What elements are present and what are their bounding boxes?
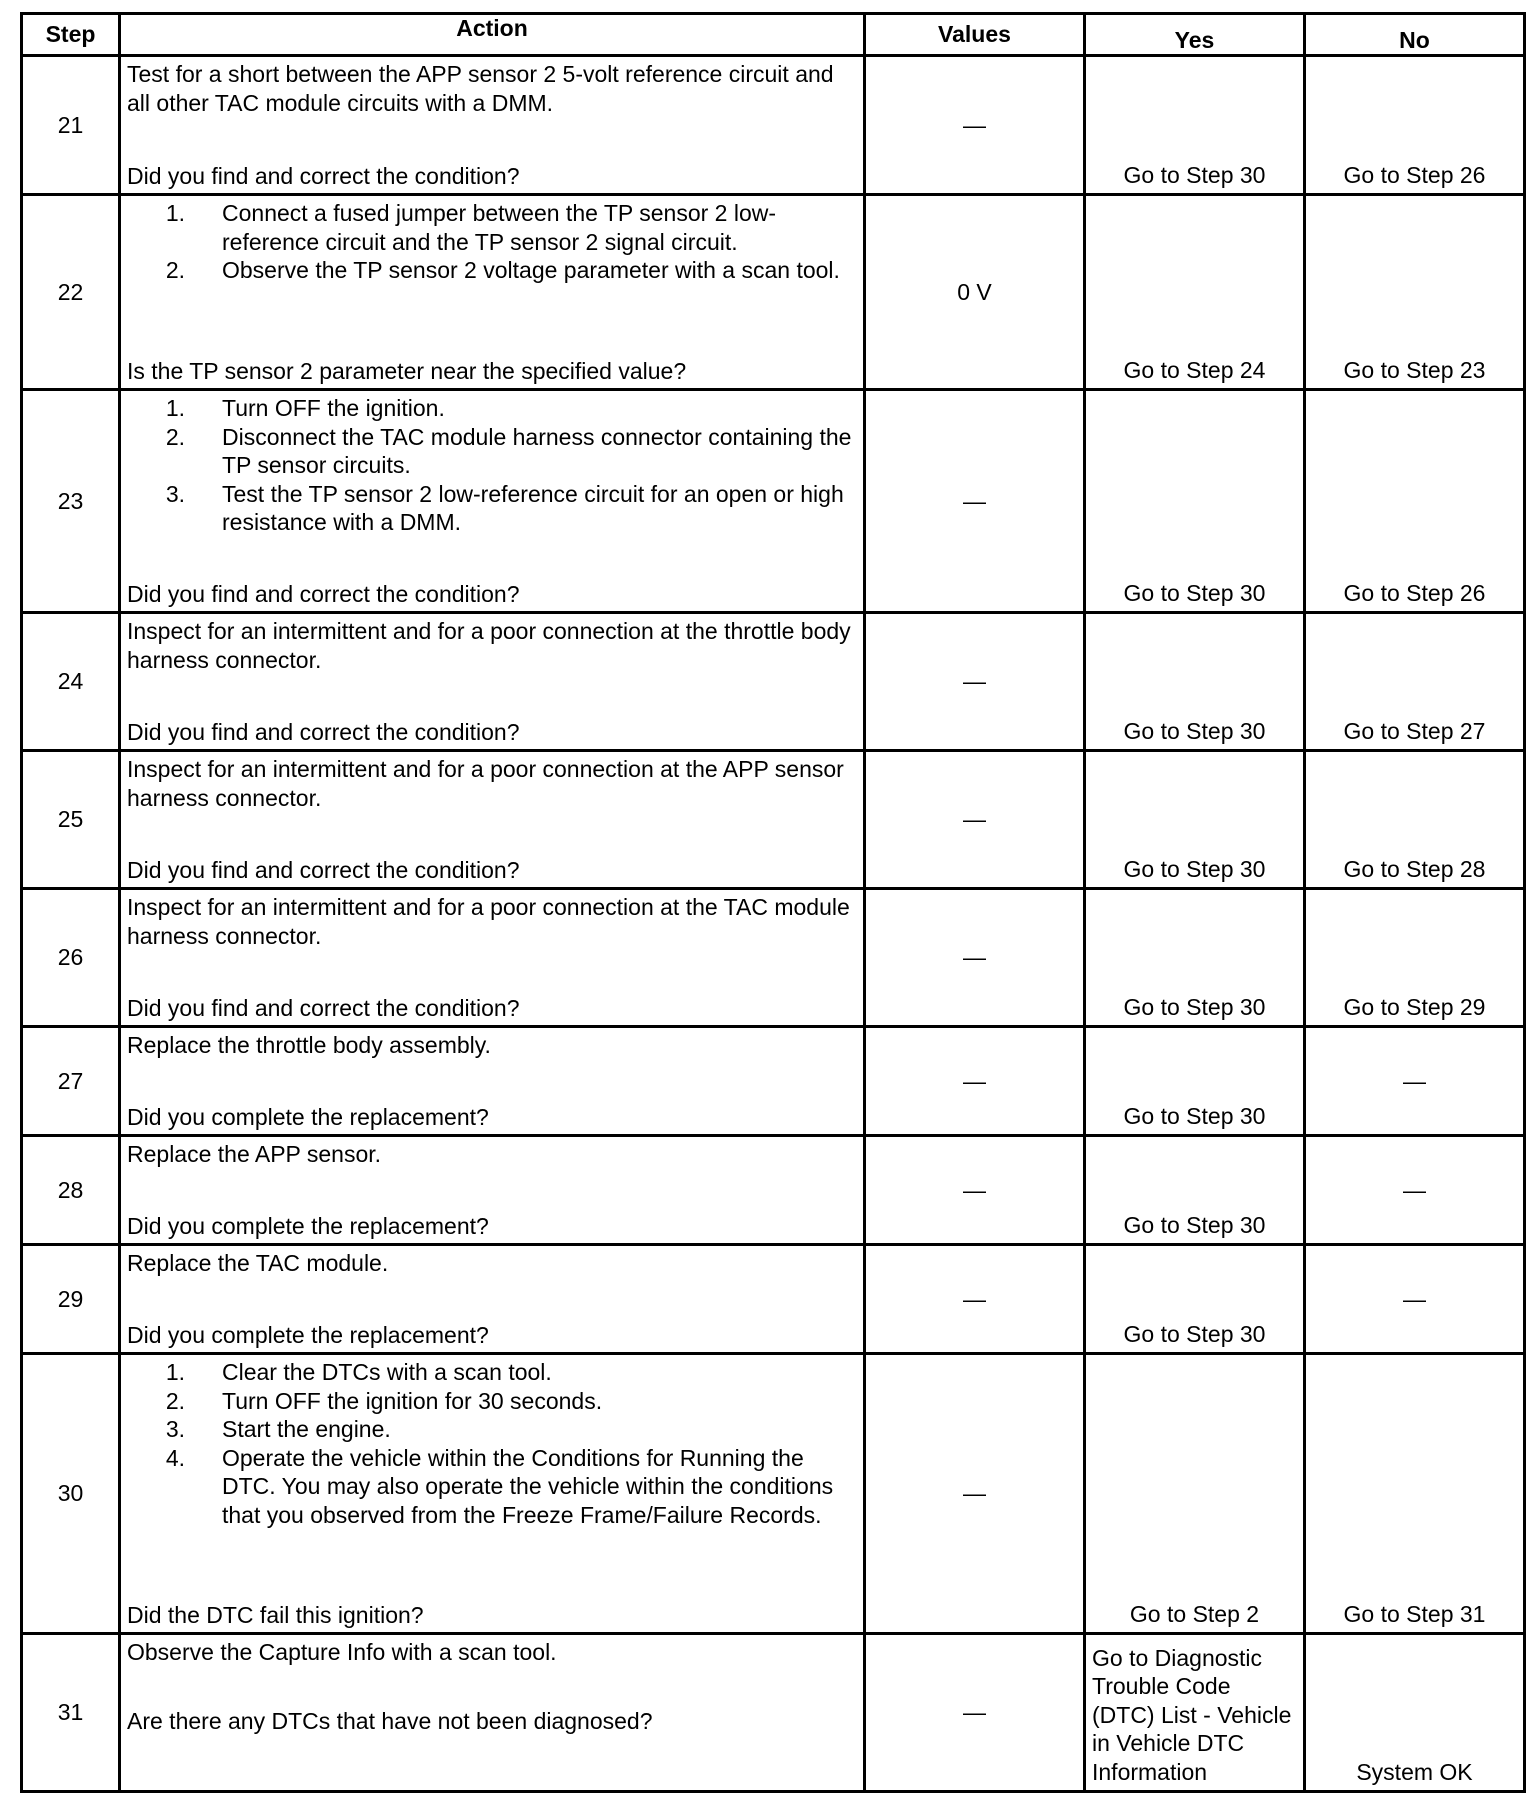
no-link[interactable]: Go to Step 26 — [1343, 161, 1486, 188]
yes-cell — [1085, 751, 1305, 889]
action-cell — [120, 390, 865, 613]
value-cell: 0 V — [865, 195, 1085, 390]
table-row — [22, 1027, 1525, 1136]
step-number: 22 — [22, 195, 120, 390]
action-cell — [120, 1354, 865, 1634]
action-text: Replace the APP sensor. — [127, 1141, 382, 1167]
action-cell — [120, 751, 865, 889]
yes-link[interactable]: Go to Step 30 — [1123, 855, 1266, 882]
action-steps — [127, 1358, 859, 1529]
yes-link[interactable]: Go to Step 30 — [1123, 1102, 1266, 1129]
action-cell — [120, 1136, 865, 1245]
table-row — [22, 56, 1525, 195]
yes-link[interactable]: Go to Diagnostic Trouble Code (DTC) List - Vehicle in Vehicle DTC Information — [1092, 1644, 1292, 1785]
action-question: Did you find and correct the condition? — [127, 718, 520, 745]
action-cell — [120, 56, 865, 195]
action-question: Did you find and correct the condition? — [127, 856, 520, 883]
action-question: Are there any DTCs that have not been diagnosed? — [127, 1707, 653, 1734]
action-question: Did you find and correct the condition? — [127, 994, 520, 1021]
action-text: Inspect for an intermittent and for a poor connection at the TAC module harness connector. — [127, 894, 850, 949]
action-text: Replace the throttle body assembly. — [127, 1032, 491, 1058]
action-steps — [127, 199, 859, 285]
yes-link[interactable]: Go to Step 30 — [1123, 1320, 1266, 1347]
action-step-item: 1. Turn OFF the ignition. — [165, 395, 445, 421]
action-step-item: 3. Start the engine. — [165, 1416, 391, 1442]
action-question: Did you complete the replacement? — [127, 1212, 489, 1239]
step-number: 23 — [22, 390, 120, 613]
table-row — [22, 390, 1525, 613]
action-question: Did you complete the replacement? — [127, 1103, 489, 1130]
step-number: 26 — [22, 889, 120, 1027]
no-cell: — — [1305, 1245, 1525, 1354]
no-cell — [1305, 56, 1525, 195]
table-row — [22, 1634, 1525, 1792]
yes-cell — [1085, 1634, 1305, 1792]
no-cell — [1305, 390, 1525, 613]
yes-cell — [1085, 1245, 1305, 1354]
diagnostic-steps-table — [20, 12, 1526, 1793]
value-cell: — — [865, 1136, 1085, 1245]
table-row — [22, 613, 1525, 751]
yes-link[interactable]: Go to Step 2 — [1129, 1600, 1260, 1627]
no-cell — [1305, 195, 1525, 390]
action-step-item: 1. Clear the DTCs with a scan tool. — [165, 1359, 552, 1385]
value-cell: — — [865, 889, 1085, 1027]
header-action: Action — [120, 14, 865, 56]
no-result: System OK — [1356, 1758, 1473, 1785]
action-cell — [120, 1634, 865, 1792]
table-row — [22, 1136, 1525, 1245]
table-row — [22, 195, 1525, 390]
value-cell: — — [865, 1354, 1085, 1634]
action-step-item: 1. Connect a fused jumper between the TP sensor 2 low-reference circuit and the TP sensor 2 signal circuit. — [165, 200, 777, 255]
action-question: Did the DTC fail this ignition? — [127, 1601, 424, 1628]
no-cell — [1305, 1354, 1525, 1634]
value-cell: — — [865, 1245, 1085, 1354]
no-cell — [1305, 889, 1525, 1027]
yes-link[interactable]: Go to Step 30 — [1123, 717, 1266, 744]
no-cell: — — [1305, 1027, 1525, 1136]
yes-link[interactable]: Go to Step 30 — [1123, 993, 1266, 1020]
action-text: Replace the TAC module. — [127, 1250, 389, 1276]
yes-cell — [1085, 889, 1305, 1027]
yes-cell — [1085, 1027, 1305, 1136]
no-link[interactable]: Go to Step 23 — [1343, 356, 1486, 383]
no-link[interactable]: Go to Step 29 — [1343, 993, 1486, 1020]
step-number: 21 — [22, 56, 120, 195]
action-text: Inspect for an intermittent and for a poor connection at the APP sensor harness connector. — [127, 756, 844, 811]
no-cell — [1305, 751, 1525, 889]
step-number: 25 — [22, 751, 120, 889]
yes-link[interactable]: Go to Step 30 — [1123, 1211, 1266, 1238]
action-cell — [120, 613, 865, 751]
no-link[interactable]: Go to Step 28 — [1343, 855, 1486, 882]
value-cell: — — [865, 390, 1085, 613]
action-step-item: 2. Turn OFF the ignition for 30 seconds. — [165, 1387, 603, 1414]
yes-cell — [1085, 390, 1305, 613]
table-row — [22, 1245, 1525, 1354]
table-row — [22, 751, 1525, 889]
step-number: 31 — [22, 1634, 120, 1792]
action-question: Did you find and correct the condition? — [127, 580, 520, 607]
header-step: Step — [22, 14, 120, 56]
action-steps — [127, 394, 859, 537]
step-number: 27 — [22, 1027, 120, 1136]
no-link[interactable]: Go to Step 26 — [1343, 579, 1486, 606]
action-cell — [120, 1027, 865, 1136]
action-cell — [120, 1245, 865, 1354]
no-cell — [1305, 1634, 1525, 1792]
value-cell: — — [865, 56, 1085, 195]
no-cell — [1305, 613, 1525, 751]
yes-cell — [1085, 1136, 1305, 1245]
step-number: 24 — [22, 613, 120, 751]
action-step-item: 2. Disconnect the TAC module harness connector containing the TP sensor circuits. — [165, 423, 852, 478]
no-link[interactable]: Go to Step 31 — [1343, 1600, 1486, 1627]
yes-link[interactable]: Go to Step 24 — [1123, 356, 1266, 383]
action-step-item: 3. Test the TP sensor 2 low-reference circuit for an open or high resistance with a DMM. — [165, 480, 844, 535]
no-cell: — — [1305, 1136, 1525, 1245]
action-question: Did you complete the replacement? — [127, 1321, 489, 1348]
table-row — [22, 889, 1525, 1027]
no-link[interactable]: Go to Step 27 — [1343, 717, 1486, 744]
header-row — [22, 14, 1525, 56]
value-cell: — — [865, 751, 1085, 889]
action-question: Did you find and correct the condition? — [127, 162, 520, 189]
yes-cell — [1085, 195, 1305, 390]
yes-link[interactable]: Go to Step 30 — [1123, 161, 1266, 188]
action-cell — [120, 195, 865, 390]
yes-cell — [1085, 56, 1305, 195]
yes-link[interactable]: Go to Step 30 — [1123, 579, 1266, 606]
action-step-item: 2. Observe the TP sensor 2 voltage parameter with a scan tool. — [165, 257, 840, 283]
action-cell — [120, 889, 865, 1027]
step-number: 30 — [22, 1354, 120, 1634]
value-cell: — — [865, 1634, 1085, 1792]
header-no: No — [1305, 14, 1525, 56]
header-yes: Yes — [1085, 14, 1305, 56]
yes-cell — [1085, 1354, 1305, 1634]
diagnostic-table-page — [20, 12, 1520, 1793]
action-question: Is the TP sensor 2 parameter near the specified value? — [127, 357, 687, 384]
step-number: 29 — [22, 1245, 120, 1354]
value-cell: — — [865, 613, 1085, 751]
table-row — [22, 1354, 1525, 1634]
yes-cell — [1085, 613, 1305, 751]
header-values: Values — [865, 14, 1085, 56]
action-text: Test for a short between the APP sensor 2 5-volt reference circuit and all other TAC module circuits with a DMM. — [127, 61, 834, 116]
value-cell: — — [865, 1027, 1085, 1136]
action-step-item: 4. Operate the vehicle within the Conditions for Running the DTC. You may also operate the vehicle within the conditions that you observed from the Freeze Frame/Failure Records. — [165, 1444, 834, 1528]
action-text: Observe the Capture Info with a scan tool. — [127, 1639, 557, 1665]
action-text: Inspect for an intermittent and for a poor connection at the throttle body harness connector. — [127, 618, 851, 673]
step-number: 28 — [22, 1136, 120, 1245]
